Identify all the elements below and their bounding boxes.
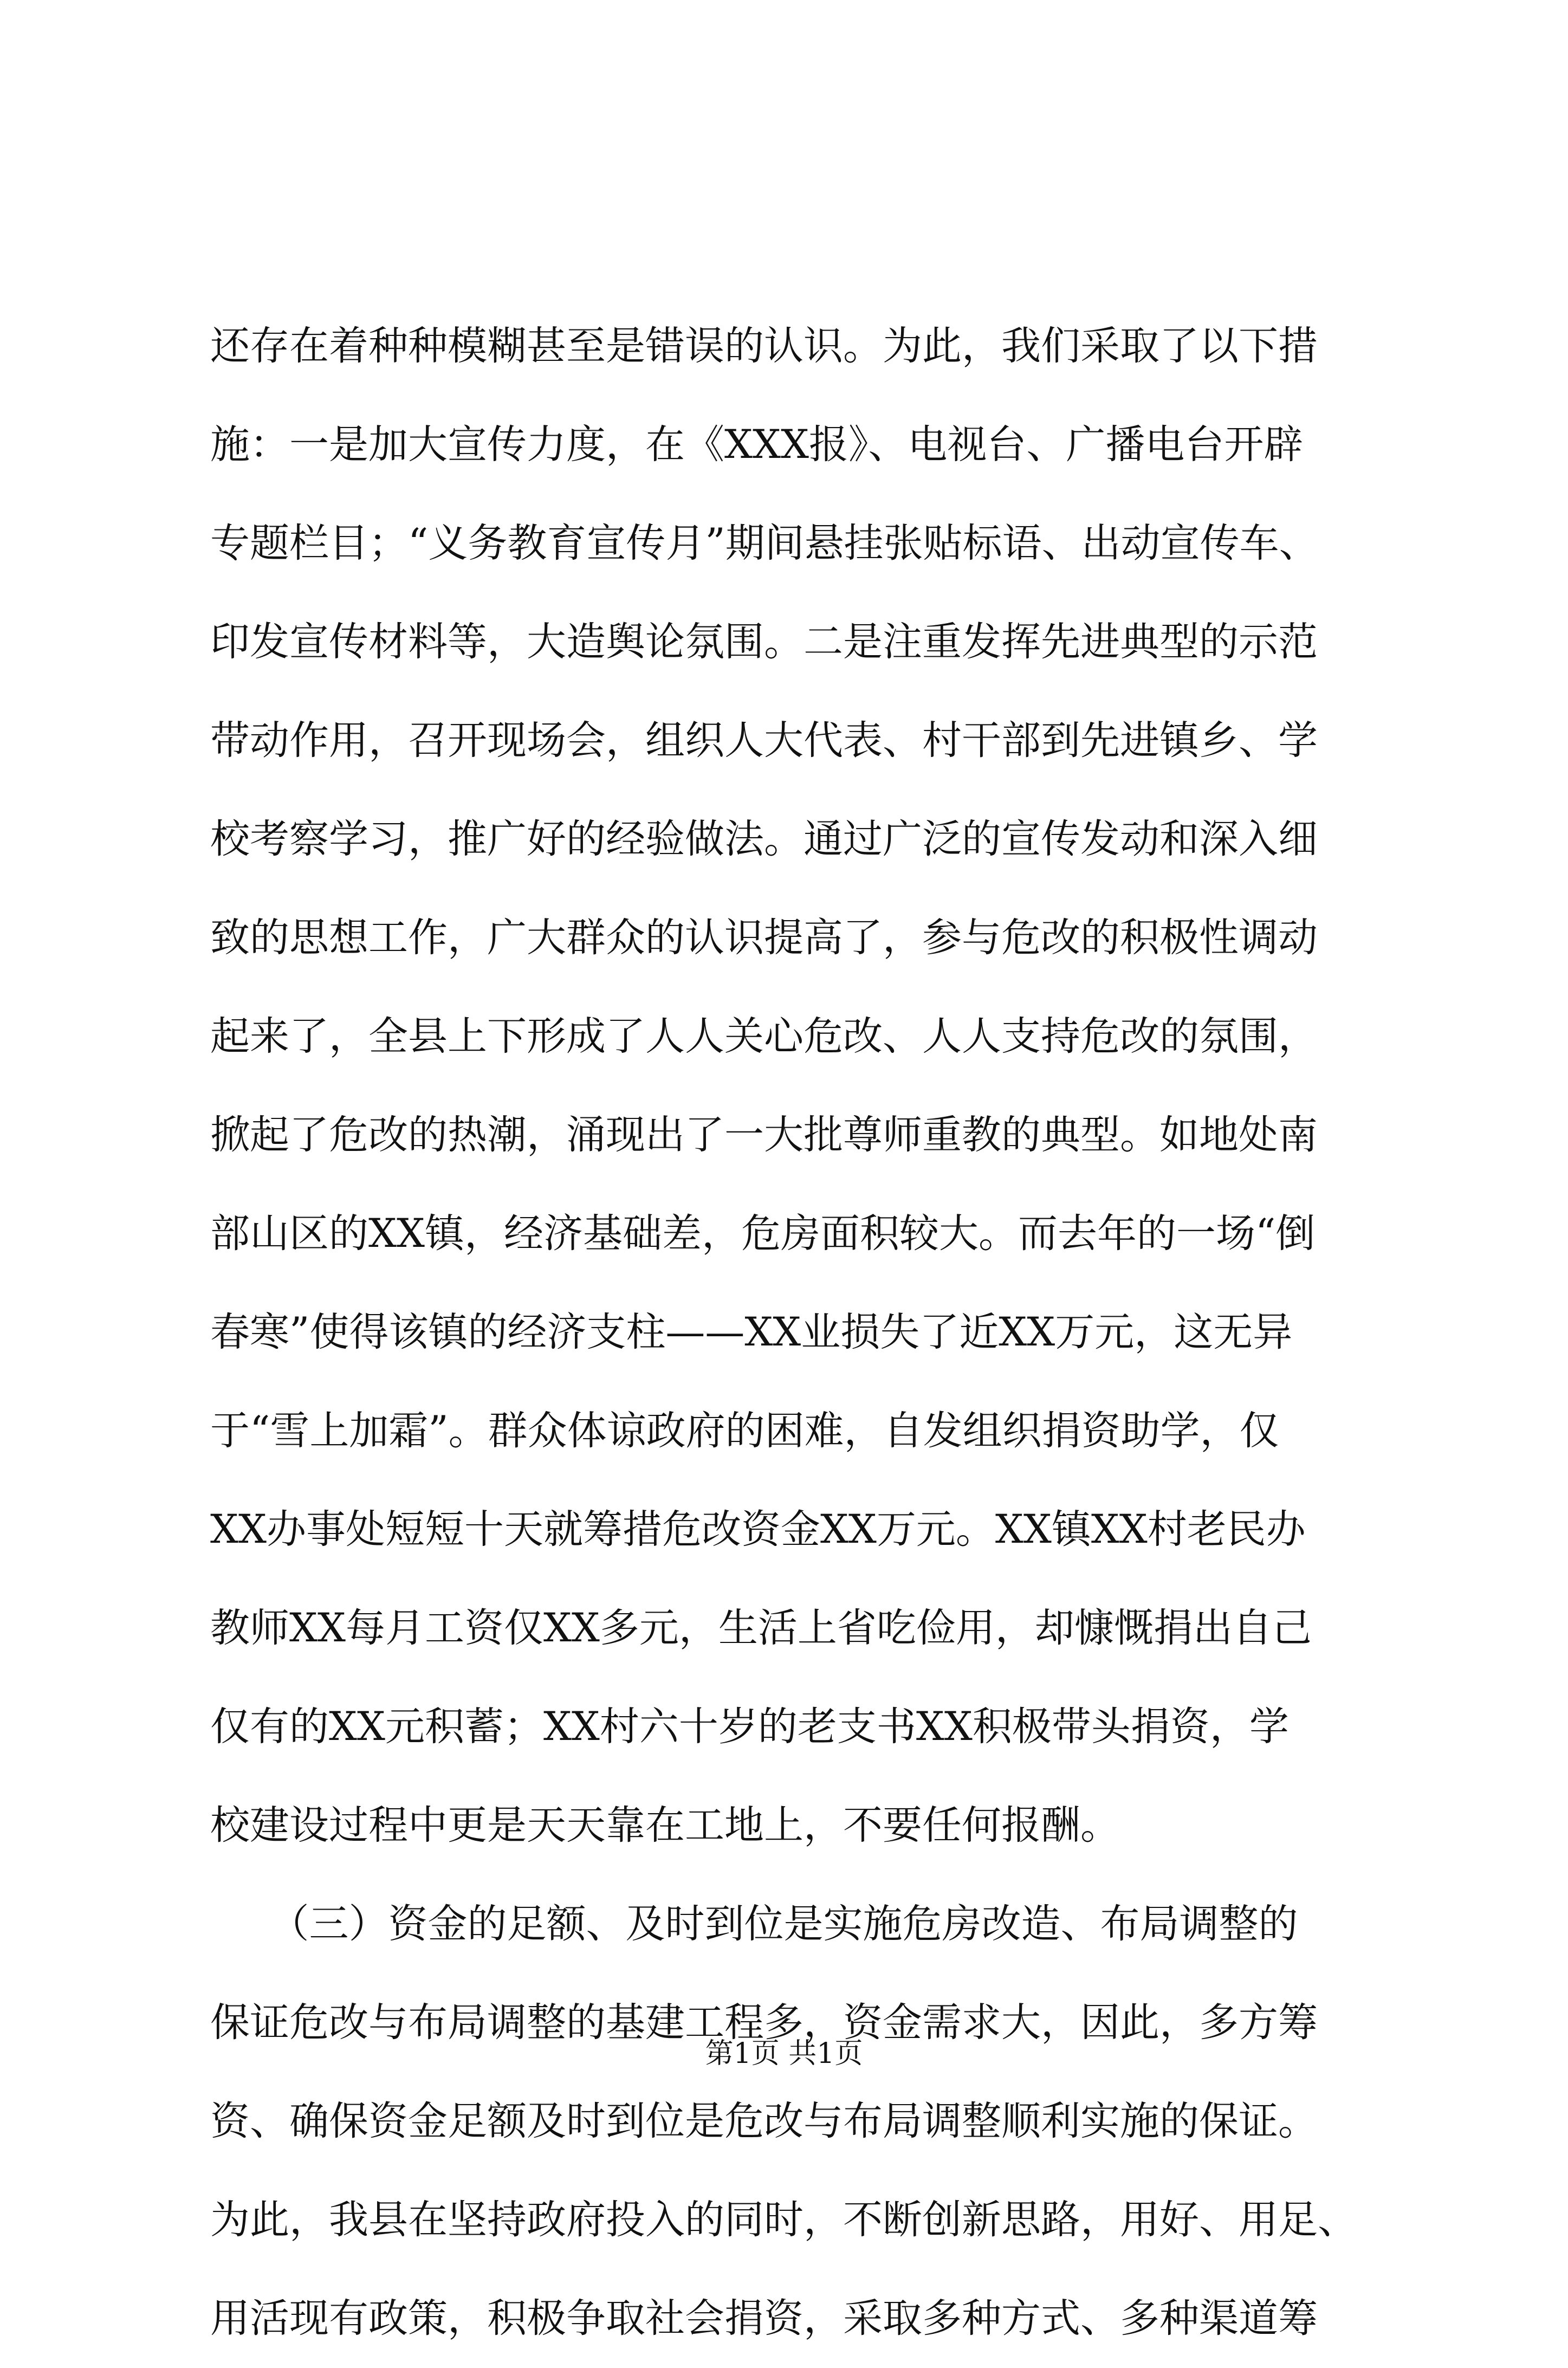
text-line: 校考察学习，推广好的经验做法。通过广泛的宣传发动和深入细 <box>210 816 1318 862</box>
text-line: 致的思想工作，广大群众的认识提高了，参与危改的积极性调动 <box>210 915 1318 961</box>
text-line: 专题栏目；“义务教育宣传月”期间悬挂张贴标语、出动宣传车、 <box>210 520 1319 566</box>
text-line: 为此，我县在坚持政府投入的同时，不断创新思路，用好、用足、 <box>210 2197 1357 2243</box>
text-line: 仅有的XX元积蓄；XX村六十岁的老支书XX积极带头捐资，学 <box>210 1704 1289 1750</box>
text-line: 于“雪上加霜”。群众体谅政府的困难，自发组织捐资助学，仅 <box>210 1408 1279 1454</box>
text-line: XX办事处短短十天就筹措危改资金XX万元。XX镇XX村老民办 <box>210 1506 1306 1552</box>
text-line: 教师XX每月工资仅XX多元，生活上省吃俭用，却慷慨捐出自己 <box>210 1605 1312 1651</box>
text-line: 还存在着种种模糊甚至是错误的认识。为此，我们采取了以下措 <box>210 323 1318 369</box>
text-line: 资、确保资金足额及时到位是危改与布局调整顺利实施的保证。 <box>210 2098 1318 2144</box>
text-line: （三）资金的足额、及时到位是实施危房改造、布局调整的 <box>210 1901 1298 1947</box>
text-line: 部山区的XX镇，经济基础差，危房面积较大。而去年的一场“倒 <box>210 1211 1316 1257</box>
text-line: 起来了，全县上下形成了人人关心危改、人人支持危改的氛围， <box>210 1013 1318 1059</box>
text-line: 春寒”使得该镇的经济支柱——XX业损失了近XX万元，这无异 <box>210 1309 1293 1355</box>
text-line: 带动作用，召开现场会，组织人大代表、村干部到先进镇乡、学 <box>210 717 1318 764</box>
text-line: 校建设过程中更是天天靠在工地上，不要任何报酬。 <box>210 1802 1120 1848</box>
page-footer: 第1页 共1页 <box>705 2037 863 2070</box>
text-line: 施：一是加大宣传力度，在《XXX报》、电视台、广播电台开辟 <box>210 422 1304 468</box>
text-line: 印发宣传材料等，大造舆论氛围。二是注重发挥先进典型的示范 <box>210 619 1318 665</box>
text-line: 掀起了危改的热潮，涌现出了一大批尊师重教的典型。如地处南 <box>210 1112 1318 1158</box>
text-line: 用活现有政策，积极争取社会捐资，采取多种方式、多种渠道筹 <box>210 2295 1318 2341</box>
text-line: 保证危改与布局调整的基建工程多，资金需求大，因此，多方筹 <box>210 2000 1318 2046</box>
